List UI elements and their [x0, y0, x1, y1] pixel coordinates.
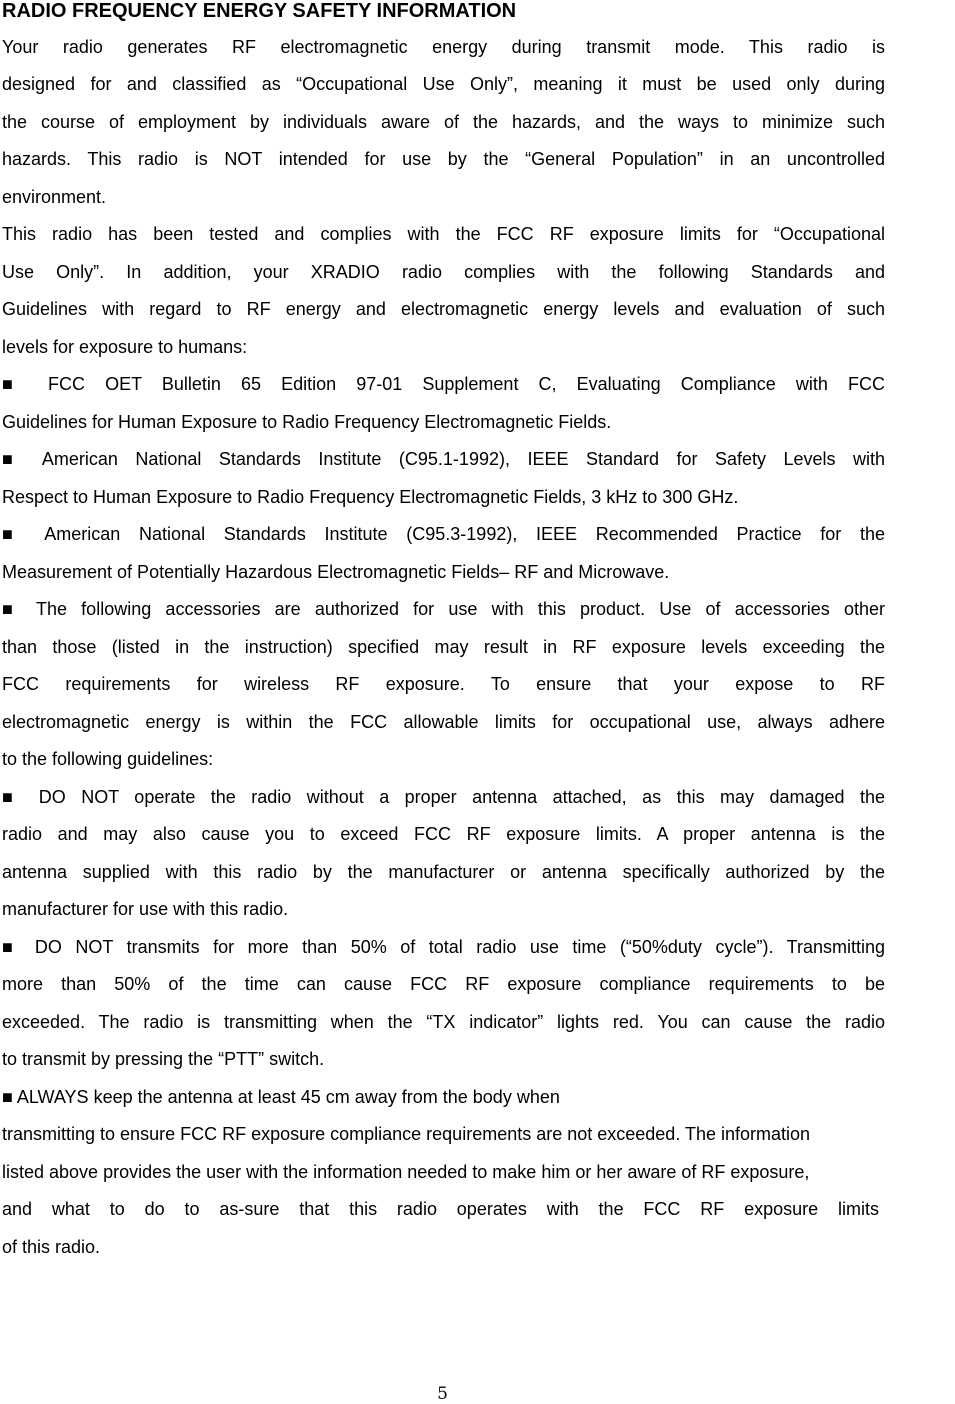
- list-item-line: manufacturer for use with this radio.: [2, 899, 289, 919]
- list-item-line: and what to do to as-sure that this radio operates with the FCC RF exposure limits: [2, 1199, 879, 1219]
- list-item-line: than those (listed in the instruction) specified may result in RF exposure levels exceeding the: [2, 637, 885, 657]
- list-item-line: radio and may also cause you to exceed FCC RF exposure limits. A proper antenna is the: [2, 824, 885, 844]
- list-item-line: ■ The following accessories are authorized for use with this product. Use of accessories other: [2, 599, 885, 619]
- list-item-line: more than 50% of the time can cause FCC RF exposure compliance requirements to be: [2, 974, 885, 994]
- document-title: RADIO FREQUENCY ENERGY SAFETY INFORMATION: [2, 0, 517, 22]
- list-item-line: ■ ALWAYS keep the antenna at least 45 cm away from the body when: [2, 1087, 560, 1107]
- list-item-line: to the following guidelines:: [2, 749, 214, 769]
- list-item-line: electromagnetic energy is within the FCC allowable limits for occupational use, always adhere: [2, 712, 885, 732]
- paragraph-line: Your radio generates RF electromagnetic energy during transmit mode. This radio is: [2, 37, 885, 57]
- list-item-line: Measurement of Potentially Hazardous Electromagnetic Fields– RF and Microwave.: [2, 562, 670, 582]
- list-item-line: ■ DO NOT operate the radio without a proper antenna attached, as this may damaged the: [2, 787, 885, 807]
- paragraph-line: Use Only”. In addition, your XRADIO radio complies with the following Standards and: [2, 262, 885, 282]
- paragraph-line: hazards. This radio is NOT intended for use by the “General Population” in an uncontrolled: [2, 149, 885, 169]
- list-item-line: exceeded. The radio is transmitting when the “TX indicator” lights red. You can cause the radio: [2, 1012, 885, 1032]
- paragraph-line: Guidelines with regard to RF energy and electromagnetic energy levels and evaluation of such: [2, 299, 885, 319]
- list-item-line: ■ DO NOT transmits for more than 50% of total radio use time (“50%duty cycle”). Transmitting: [2, 937, 885, 957]
- list-item-line: ■ FCC OET Bulletin 65 Edition 97-01 Supplement C, Evaluating Compliance with FCC: [2, 374, 885, 394]
- paragraph-line: This radio has been tested and complies with the FCC RF exposure limits for “Occupational: [2, 224, 885, 244]
- list-item-line: Guidelines for Human Exposure to Radio Frequency Electromagnetic Fields.: [2, 412, 612, 432]
- list-item-line: antenna supplied with this radio by the manufacturer or antenna specifically authorized by the: [2, 862, 885, 882]
- paragraph-line: levels for exposure to humans:: [2, 337, 248, 357]
- paragraph-line: environment.: [2, 187, 107, 207]
- list-item-line: transmitting to ensure FCC RF exposure compliance requirements are not exceeded. The information: [2, 1124, 811, 1144]
- list-item-line: Respect to Human Exposure to Radio Frequency Electromagnetic Fields, 3 kHz to 300 GHz.: [2, 487, 739, 507]
- paragraph-line: designed for and classified as “Occupational Use Only”, meaning it must be used only during: [2, 74, 885, 94]
- list-item-line: ■ American National Standards Institute (C95.1-1992), IEEE Standard for Safety Levels with: [2, 449, 885, 469]
- page-number: 5: [437, 1384, 448, 1404]
- list-item-line: listed above provides the user with the information needed to make him or her aware of RF exposure,: [2, 1162, 810, 1182]
- list-item-line: FCC requirements for wireless RF exposure. To ensure that your expose to RF: [2, 674, 885, 694]
- paragraph-line: the course of employment by individuals aware of the hazards, and the ways to minimize such: [2, 112, 885, 132]
- list-item-line: to transmit by pressing the “PTT” switch.: [2, 1049, 325, 1069]
- list-item-line: ■ American National Standards Institute (C95.3-1992), IEEE Recommended Practice for the: [2, 524, 885, 544]
- list-item-line: of this radio.: [2, 1237, 101, 1257]
